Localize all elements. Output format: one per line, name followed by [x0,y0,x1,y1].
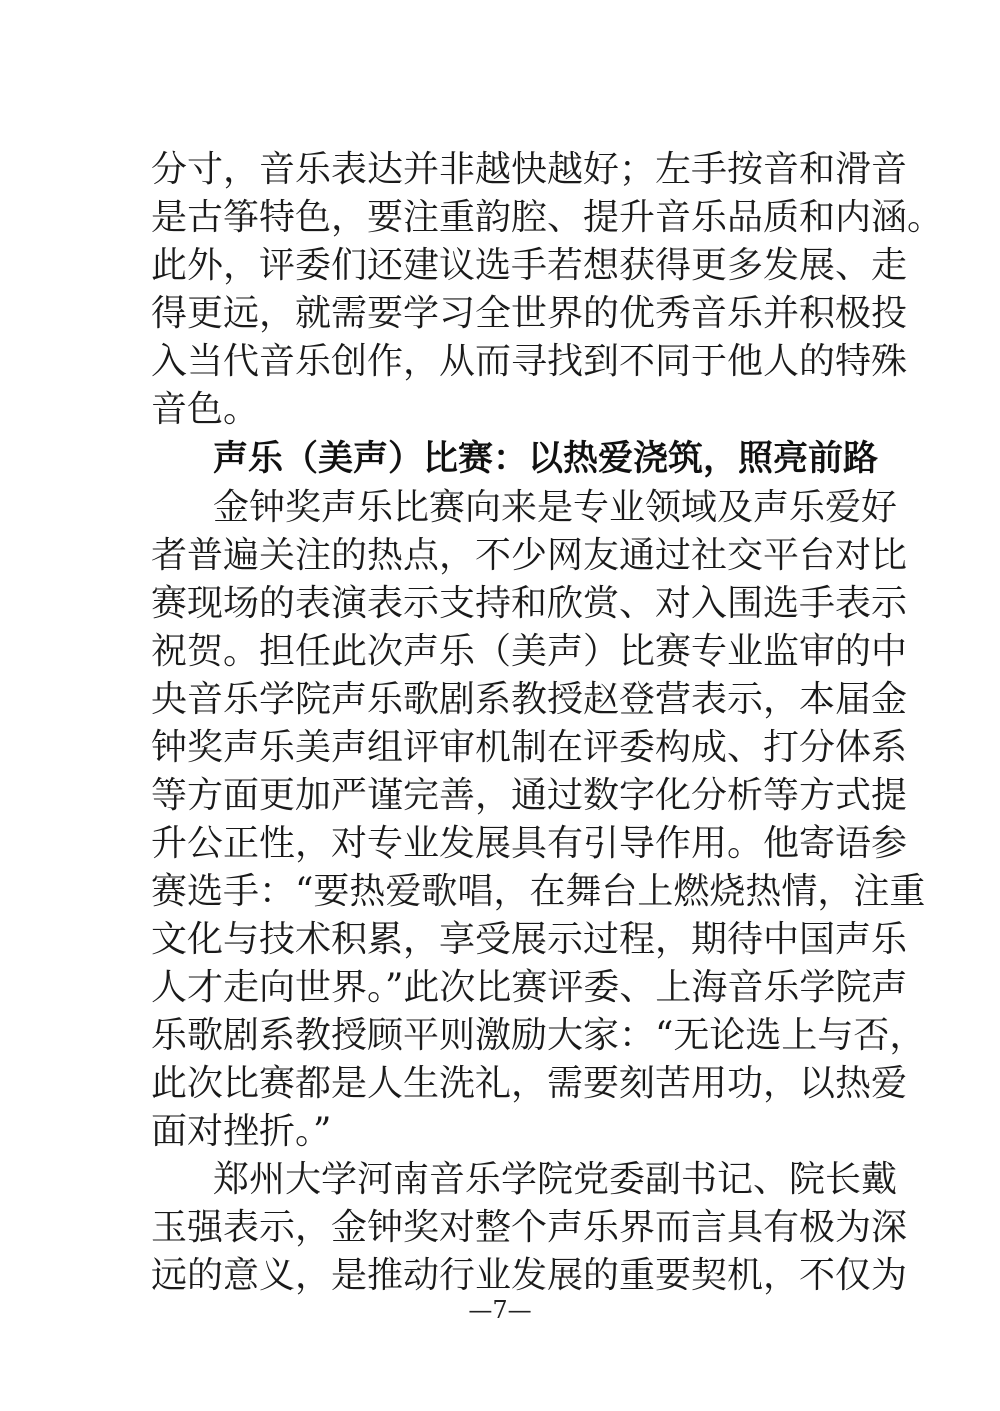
text-line: 得更远，就需要学习全世界的优秀音乐并积极投 [151,293,908,334]
text-line: 分寸，音乐表达并非越快越好；左手按音和滑音 [151,149,908,190]
text-line: 赛现场的表演表示支持和欣赏、对入围选手表示 [151,583,908,624]
text-line: 人才走向世界。”此次比赛评委、上海音乐学院声 [151,967,908,1008]
text-line: 音色。 [151,389,260,430]
text-line: 入当代音乐创作，从而寻找到不同于他人的特殊 [151,341,908,382]
text-line: 赛选手：“要热爱歌唱，在舞台上燃烧热情，注重 [151,871,926,912]
text-line: 升公正性，对专业发展具有引导作用。他寄语参 [151,823,908,864]
text-line: 文化与技术积累，享受展示过程，期待中国声乐 [151,919,908,960]
text-line: 此外，评委们还建议选手若想获得更多发展、走 [151,245,908,286]
text-line: 金钟奖声乐比赛向来是专业领域及声乐爱好 [213,487,898,528]
page-number: —7— [468,1296,532,1324]
text-line: 郑州大学河南音乐学院党委副书记、院长戴 [213,1159,898,1200]
text-line: 面对挫折。” [151,1111,332,1152]
text-line: 钟奖声乐美声组评审机制在评委构成、打分体系 [151,727,908,768]
text-line: 是古筝特色，要注重韵腔、提升音乐品质和内涵。 [151,197,944,238]
text-line: 此次比赛都是人生洗礼，需要刻苦用功，以热爱 [151,1063,908,1104]
text-line: 祝贺。担任此次声乐（美声）比赛专业监审的中 [151,631,908,672]
text-line: 玉强表示，金钟奖对整个声乐界而言具有极为深 [151,1207,908,1248]
text-line: 等方面更加严谨完善，通过数字化分析等方式提 [151,775,908,816]
text-line: 者普遍关注的热点，不少网友通过社交平台对比 [151,535,908,576]
section-heading: 声乐（美声）比赛：以热爱浇筑，照亮前路 [213,439,879,479]
text-line: 远的意义，是推动行业发展的重要契机，不仅为 [151,1255,908,1296]
text-line: 央音乐学院声乐歌剧系教授赵登营表示，本届金 [151,679,908,720]
text-line: 乐歌剧系教授顾平则激励大家：“无论选上与否， [151,1015,926,1056]
